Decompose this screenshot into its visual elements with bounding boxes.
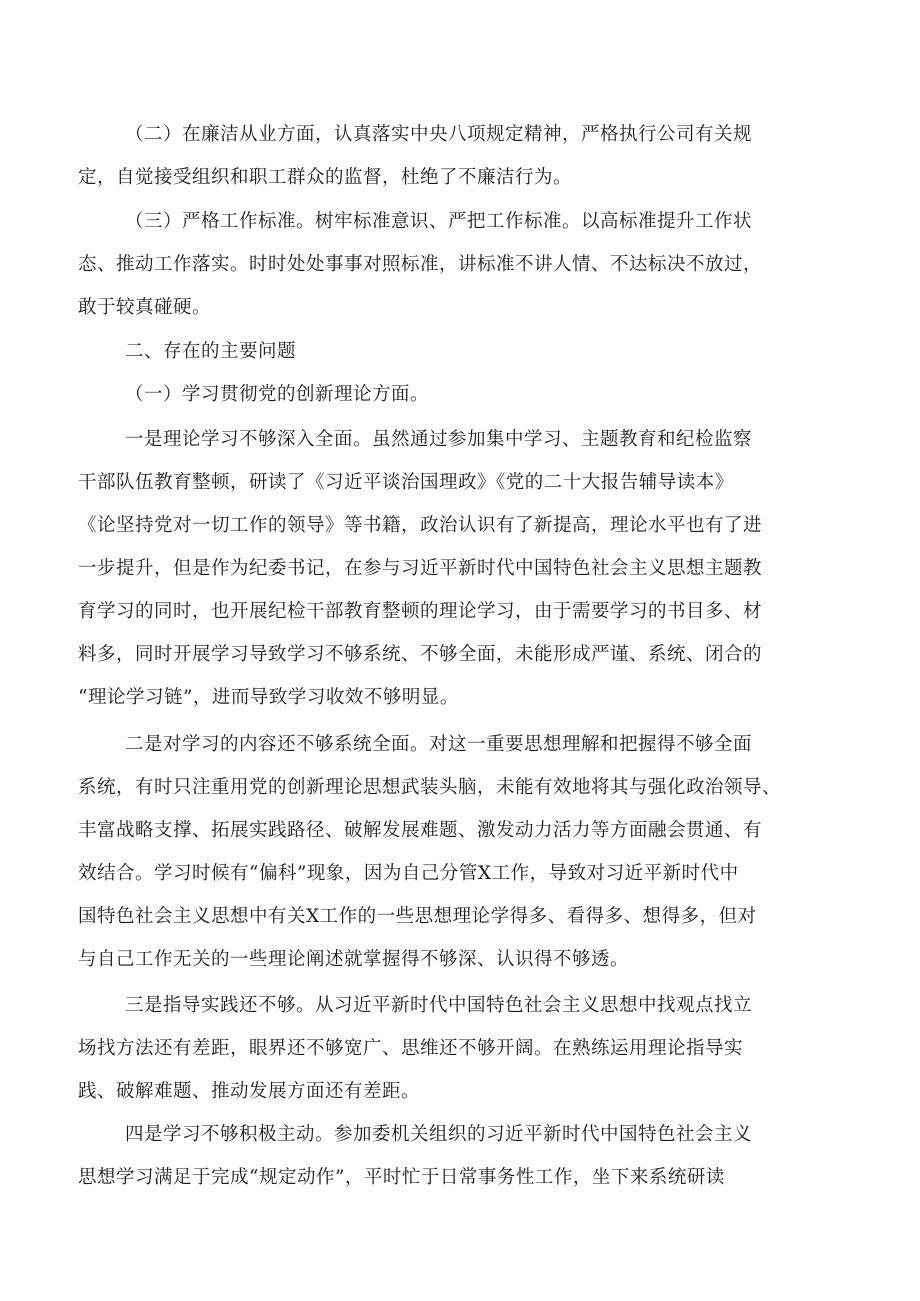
text-line: “理论学习链”，进而导致学习收效不够明显。 xyxy=(78,687,459,708)
text-line: 一是理论学习不够深入全面。虽然通过参加集中学习、主题教育和纪检监察 xyxy=(125,429,753,450)
paragraph-point-two xyxy=(78,723,858,981)
text-line: 育学习的同时，也开展纪检干部教育整顿的理论学习，由于需要学习的书目多、材 xyxy=(78,601,763,622)
text-line: 干部队伍教育整顿，研读了《习近平谈治国理政》《党的二十大报告辅导读本》 xyxy=(78,472,734,493)
text-line: 四是学习不够积极主动。参加委机关组织的习近平新时代中国特色社会主义 xyxy=(125,1124,753,1145)
section-heading-main-problems xyxy=(78,330,858,373)
text-line: 践、破解难题、推动发展方面还有差距。 xyxy=(78,1081,421,1102)
text-line: 敢于较真碰硬。 xyxy=(78,297,212,318)
paragraph-work-standards xyxy=(78,200,858,329)
paragraph-point-one xyxy=(78,418,858,719)
text-line: （三）严格工作标准。树牢标准意识、严把工作标准。以高标准提升工作状 xyxy=(125,211,753,232)
text-line: 国特色社会主义思想中有关X工作的一些思想理论学得多、看得多、想得多，但对 xyxy=(78,906,757,927)
text-line: 思想学习满足于完成“规定动作”，平时忙于日常事务性工作，坐下来系统研读 xyxy=(78,1167,725,1188)
text-line: 一步提升，但是作为纪委书记，在参与习近平新时代中国特色社会主义思想主题教 xyxy=(78,558,763,579)
text-line: 《论坚持党对一切工作的领导》等书籍，政治认识有了新提高，理论水平也有了进 xyxy=(78,515,763,536)
text-line: 场找方法还有差距，眼界还不够宽广、思维还不够开阔。在熟练运用理论指导实 xyxy=(78,1038,744,1059)
text-line: 丰富战略支撑、拓展实践路径、破解发展难题、激发动力活力等方面融会贯通、有 xyxy=(78,820,763,841)
text-line: 态、推动工作落实。时时处处事事对照标准，讲标准不讲人情、不达标决不放过， xyxy=(78,254,763,275)
text-line: 二是对学习的内容还不够系统全面。对这一重要思想理解和把握得不够全面 xyxy=(125,734,753,755)
text-line: 与自己工作无关的一些理论阐述就掌握得不够深、认识得不够透。 xyxy=(78,949,630,970)
text-line: 效结合。学习时候有“偏科”现象，因为自己分管X工作，导致对习近平新时代中 xyxy=(78,863,739,884)
text-line: 料多，同时开展学习导致学习不够系统、不够全面，未能形成严谨、系统、闭合的 xyxy=(78,644,763,665)
paragraph-point-three xyxy=(78,984,858,1113)
paragraph-integrity xyxy=(78,113,858,199)
text-line: （二）在廉洁从业方面，认真落实中央八项规定精神，严格执行公司有关规 xyxy=(125,124,753,145)
subsection-heading-text: （一）学习贯彻党的创新理论方面。 xyxy=(125,384,430,405)
text-line: 三是指导实践还不够。从习近平新时代中国特色社会主义思想中找观点找立 xyxy=(125,995,753,1016)
paragraph-point-four xyxy=(78,1113,858,1199)
text-line: 定，自觉接受组织和职工群众的监督，杜绝了不廉洁行为。 xyxy=(78,167,573,188)
subsection-heading-theory xyxy=(78,373,858,416)
section-heading-text: 二、存在的主要问题 xyxy=(125,341,297,362)
text-line: 系统，有时只注重用党的创新理论思想武装头脑，未能有效地将其与强化政治领导、 xyxy=(78,777,782,798)
